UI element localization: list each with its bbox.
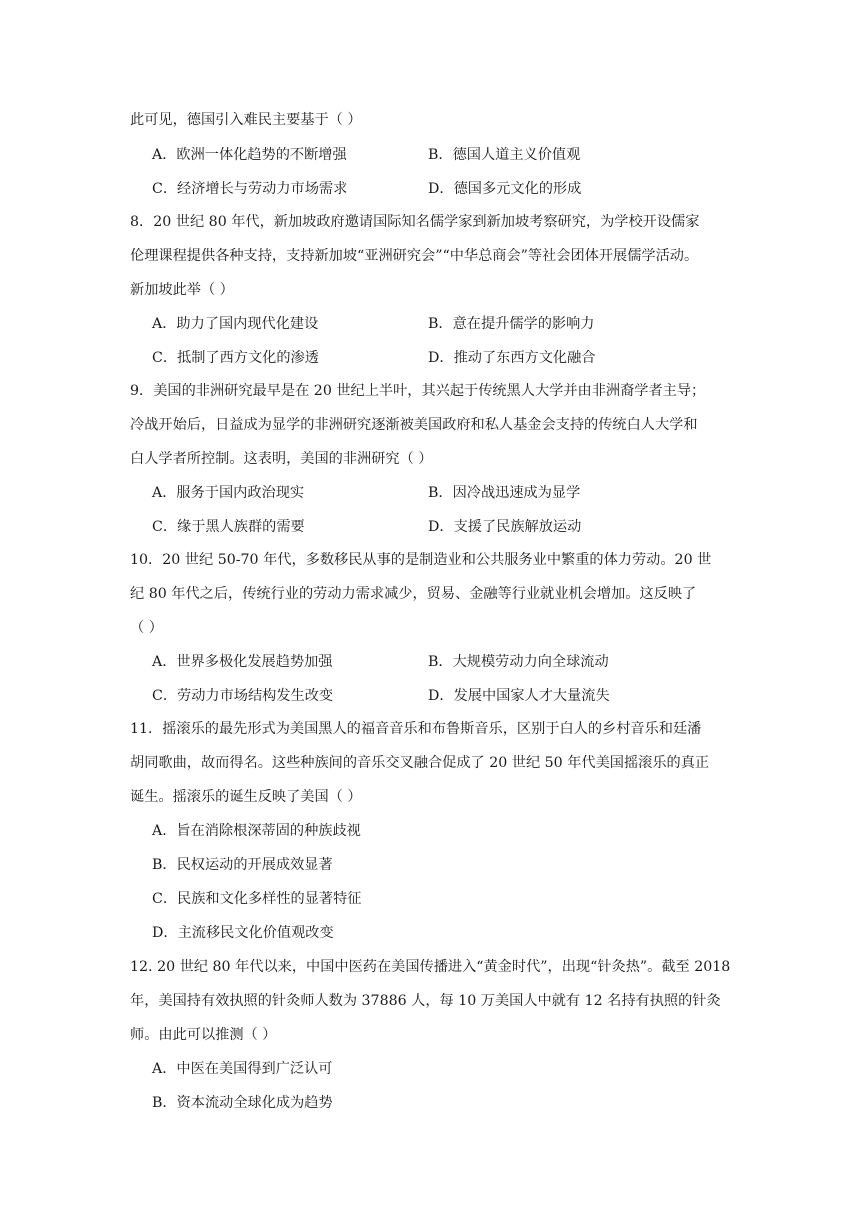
q9-stem-line-2: 冷战开始后，日益成为显学的非洲研究逐渐被美国政府和私人基金会支持的传统白人大学和 — [130, 417, 698, 433]
q8-stem-line-3: 新加坡此举（ ） — [130, 282, 234, 298]
q9-stem-line-1: 9．美国的非洲研究最早是在 20 世纪上半叶，其兴起于传统黑人大学并由非洲裔学者主导； — [130, 383, 706, 399]
q7-option-d: D．德国多元文化的形成 — [428, 181, 582, 197]
q11-stem-line-1: 11．摇滚乐的最先形式为美国黑人的福音音乐和布鲁斯音乐，区别于白人的乡村音乐和廷潘 — [130, 721, 702, 737]
q11-stem-line-3: 诞生。摇滚乐的诞生反映了美国（ ） — [130, 789, 362, 805]
q11-stem-line-2: 胡同歌曲，故而得名。这些种族间的音乐交叉融合促成了 20 世纪 50 年代美国摇滚乐的真正 — [130, 755, 710, 771]
q8-option-d: D．推动了东西方文化融合 — [428, 350, 596, 366]
q10-option-a: A．世界多极化发展趋势加强 — [152, 654, 333, 670]
q12-option-a: A．中医在美国得到广泛认可 — [152, 1061, 333, 1077]
q8-stem-line-2: 伦理课程提供各种支持，支持新加坡“亚洲研究会”“中华总商会”等社会团体开展儒学活动。 — [130, 248, 699, 264]
q10-option-d: D．发展中国家人才大量流失 — [428, 688, 610, 704]
q12-option-b: B．资本流动全球化成为趋势 — [152, 1095, 333, 1111]
q8-stem-line-1: 8．20 世纪 80 年代，新加坡政府邀请国际知名儒学家到新加坡考察研究，为学校开设儒家 — [130, 214, 700, 230]
question-7-stem-tail: 此可见，德国引入难民主要基于（ ） — [130, 112, 362, 128]
q8-option-b: B．意在提升儒学的影响力 — [428, 316, 595, 332]
q8-option-c: C．抵制了西方文化的渗透 — [152, 350, 319, 366]
q10-stem-line-1: 10．20 世纪 50-70 年代，多数移民从事的是制造业和公共服务业中繁重的体力劳动。20 世 — [130, 552, 712, 568]
q12-stem-line-1: 12. 20 世纪 80 年代以来，中国中医药在美国传播进入“黄金时代”，出现“针灸热”。截至 2018 — [130, 959, 731, 975]
q8-option-a: A．助力了国内现代化建设 — [152, 316, 319, 332]
q9-option-c: C．缘于黑人族群的需要 — [152, 519, 305, 535]
q11-option-a: A．旨在消除根深蒂固的种族歧视 — [152, 823, 361, 839]
q7-option-a: A．欧洲一体化趋势的不断增强 — [152, 147, 347, 163]
q9-stem-line-3: 白人学者所控制。这表明，美国的非洲研究（ ） — [130, 451, 433, 467]
q11-option-b: B．民权运动的开展成效显著 — [152, 857, 333, 873]
q10-stem-line-2: 纪 80 年代之后，传统行业的劳动力需求减少，贸易、金融等行业就业机会增加。这反映了 — [130, 586, 697, 602]
q11-option-d: D．主流移民文化价值观改变 — [152, 925, 334, 941]
q10-option-c: C．劳动力市场结构发生改变 — [152, 688, 334, 704]
q10-stem-line-3: （ ） — [130, 620, 163, 636]
q9-option-a: A．服务于国内政治现实 — [152, 485, 305, 501]
q9-option-d: D．支援了民族解放运动 — [428, 519, 582, 535]
q10-option-b: B．大规模劳动力向全球流动 — [428, 654, 609, 670]
q12-stem-line-2: 年，美国持有效执照的针灸师人数为 37886 人，每 10 万美国人中就有 12 名持有执照的针灸 — [130, 993, 721, 1009]
q11-option-c: C．民族和文化多样性的显著特征 — [152, 891, 362, 907]
q7-option-c: C．经济增长与劳动力市场需求 — [152, 181, 348, 197]
q12-stem-line-3: 师。由此可以推测（ ） — [130, 1027, 277, 1043]
q9-option-b: B．因冷战迅速成为显学 — [428, 485, 581, 501]
q7-option-b: B．德国人道主义价值观 — [428, 147, 581, 163]
